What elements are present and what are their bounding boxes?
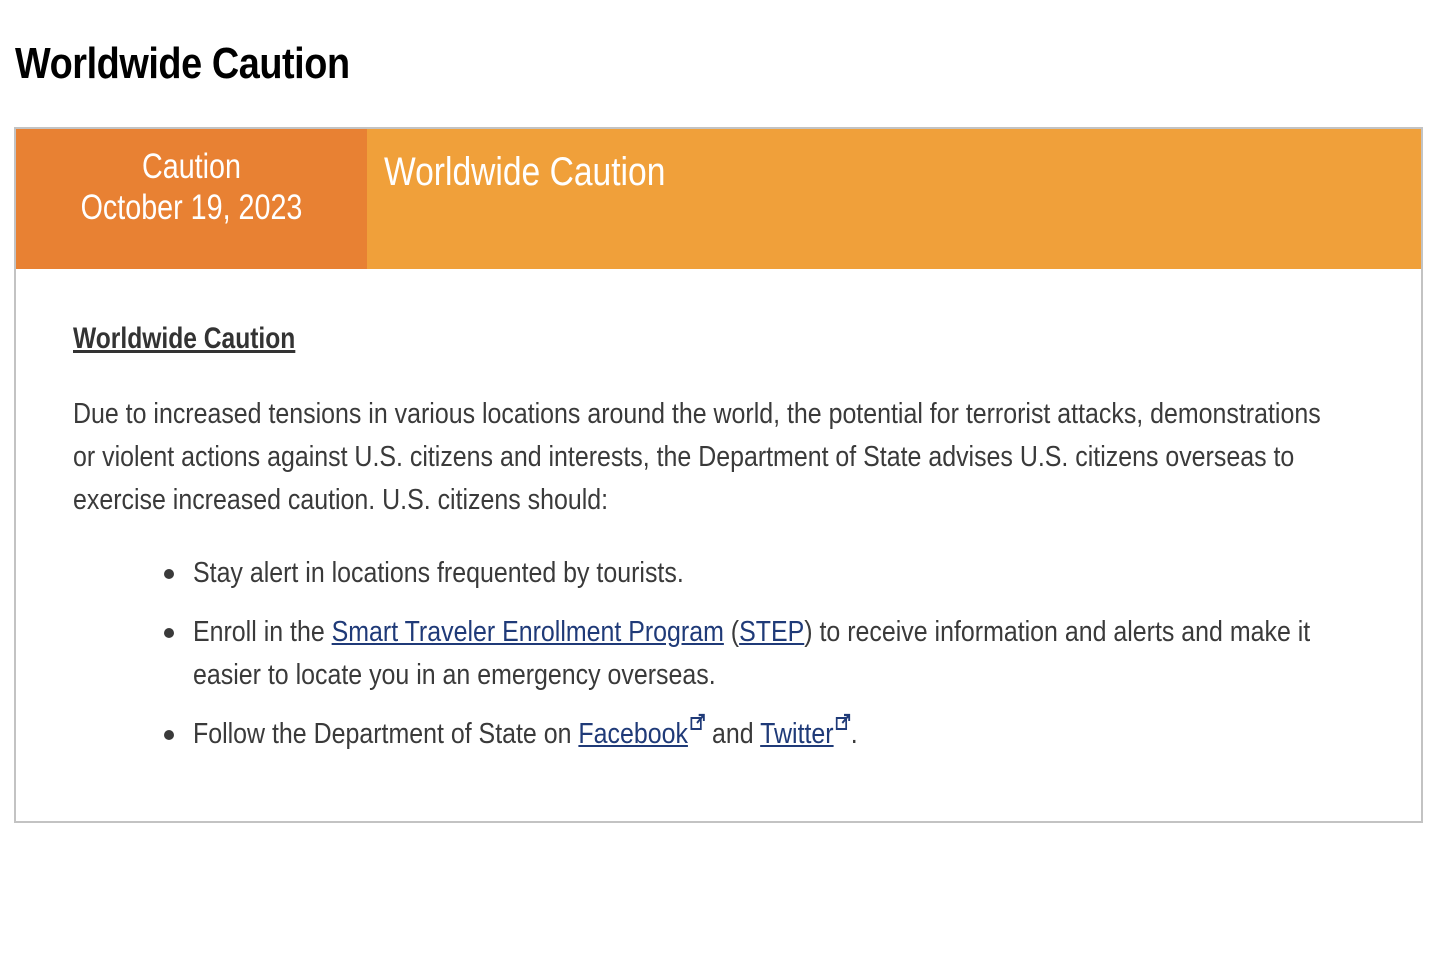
alert-level-label: Caution xyxy=(142,147,241,186)
page-title: Worldwide Caution xyxy=(15,39,350,88)
list-item-text xyxy=(193,611,1363,697)
list-item-text-middle: and xyxy=(705,718,761,750)
list-item-text-suffix: . xyxy=(850,718,858,750)
alert-body-heading: Worldwide Caution xyxy=(73,322,296,355)
list-item xyxy=(73,713,1373,756)
alert-level-panel xyxy=(16,129,367,269)
alert-header xyxy=(16,129,1421,269)
list-item-text-prefix: Enroll in the xyxy=(193,616,332,648)
smart-traveler-program-link[interactable]: Smart Traveler Enrollment Program xyxy=(331,616,724,648)
list-item-text: Stay alert in locations frequented by tourists. xyxy=(193,557,684,589)
list-item xyxy=(73,552,1373,595)
bullet-icon xyxy=(164,730,174,740)
list-item xyxy=(73,611,1373,697)
facebook-link[interactable]: Facebook xyxy=(578,718,688,750)
alert-date: October 19, 2023 xyxy=(80,188,303,227)
recommendation-list xyxy=(73,552,1373,756)
step-link[interactable]: STEP xyxy=(739,616,805,648)
alert-title: Worldwide Caution xyxy=(384,150,666,194)
alert-title-panel xyxy=(367,129,1421,269)
list-item-text-suffix: ) to receive information and alerts and make it easier to locate you in an emergency overseas. xyxy=(193,616,1311,691)
alert-intro-paragraph: Due to increased tensions in various locations around the world, the potential for terrorist attacks, demonstrations or violent actions against U.S. citizens and interests, the Department of State advises U.S. citizens overseas to exercise increased caution. U.S. citizens should: xyxy=(73,398,1321,516)
bullet-icon xyxy=(164,569,174,579)
bullet-icon xyxy=(164,628,174,638)
alert-body xyxy=(73,319,1373,772)
twitter-link[interactable]: Twitter xyxy=(760,718,834,750)
paren-open-text: ( xyxy=(723,616,740,648)
external-link-icon[interactable] xyxy=(835,713,850,731)
external-link-icon[interactable] xyxy=(690,713,705,731)
list-item-text-prefix: Follow the Department of State on xyxy=(193,718,579,750)
travel-alert-card xyxy=(14,127,1423,823)
list-item-text xyxy=(193,713,1363,756)
